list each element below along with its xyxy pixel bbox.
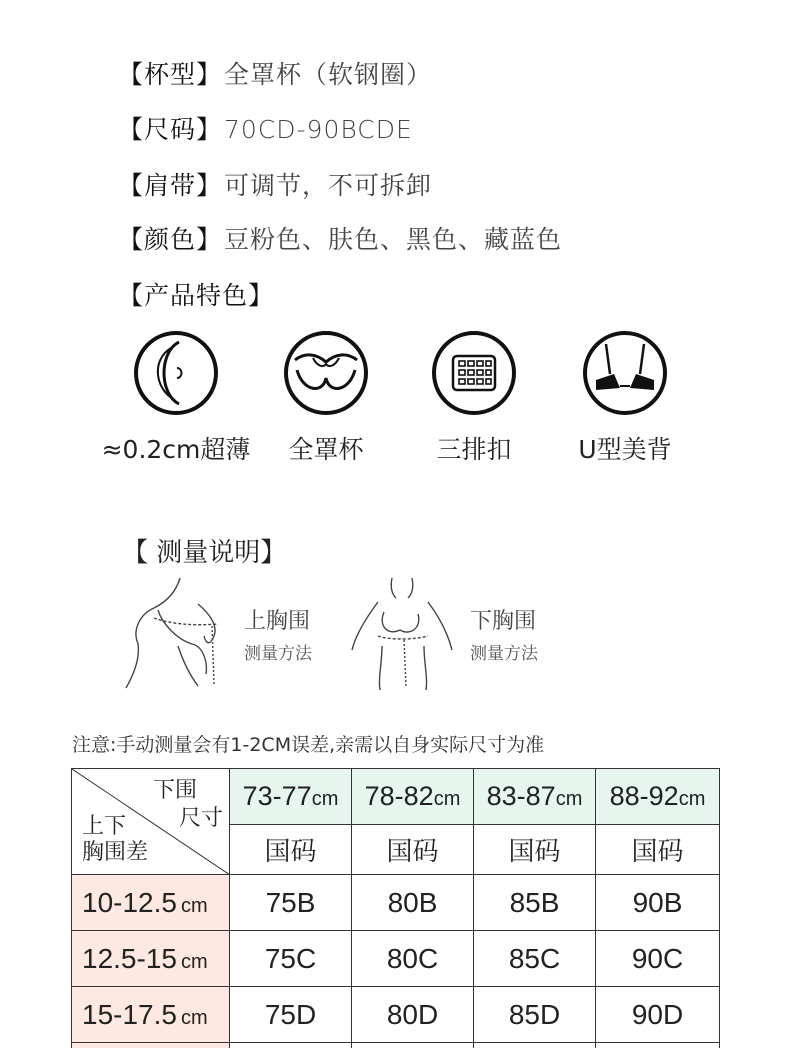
table-row-cut — [72, 1043, 720, 1048]
u-back-icon — [582, 330, 668, 416]
lower-bust-title: 下胸围 — [470, 609, 537, 634]
column-subheader: 国码 — [230, 825, 352, 875]
size-cell: 75D — [230, 987, 352, 1043]
upper-bust-title: 上胸围 — [244, 609, 311, 634]
feature-hooks — [399, 330, 549, 466]
upper-bust-label — [244, 604, 312, 664]
upper-bust-figure-icon — [118, 574, 228, 692]
size-cell: 80B — [352, 875, 474, 931]
feature-u-back — [550, 330, 700, 466]
column-header: 88-92cm — [596, 769, 720, 825]
column-subheader: 国码 — [474, 825, 596, 875]
table-row — [72, 987, 720, 1043]
spec-strap: 【肩带】可调节，不可拆卸 — [118, 171, 433, 200]
table-corner-cell — [72, 769, 230, 875]
spec-color: 【颜色】豆粉色、肤色、黑色、藏蓝色 — [118, 225, 563, 254]
feature-full-cup — [251, 330, 401, 466]
corner-label: 上下 — [82, 813, 127, 838]
column-subheader: 国码 — [352, 825, 474, 875]
feature-label: U型美背 — [578, 435, 672, 464]
row-header: 10-12.5 cm — [72, 875, 230, 931]
size-cell: 90B — [596, 875, 720, 931]
full-cup-icon — [283, 330, 369, 416]
column-header: 78-82cm — [352, 769, 474, 825]
row-header: 12.5-15 cm — [72, 931, 230, 987]
size-cell: 90C — [596, 931, 720, 987]
lower-bust-figure-icon — [348, 574, 458, 692]
spec-size: 【尺码】70CD-90BCDE — [118, 115, 413, 144]
thin-cup-icon — [133, 330, 219, 416]
column-header: 83-87cm — [474, 769, 596, 825]
feature-label: 全罩杯 — [288, 435, 364, 464]
lower-bust-label — [470, 604, 538, 664]
corner-label: 下围 — [152, 777, 197, 802]
spec-cup-type: 【杯型】全罩杯（软钢圈） — [118, 60, 433, 89]
upper-bust-sub: 测量方法 — [244, 644, 312, 664]
size-cell: 80D — [352, 987, 474, 1043]
column-header: 73-77cm — [230, 769, 352, 825]
size-cell: 75B — [230, 875, 352, 931]
measure-title: 【 测量说明】 — [122, 538, 287, 568]
column-subheader: 国码 — [596, 825, 720, 875]
lower-bust-sub: 测量方法 — [470, 644, 538, 664]
table-header-row — [72, 769, 720, 825]
size-cell: 80C — [352, 931, 474, 987]
size-cell: 85B — [474, 875, 596, 931]
feature-label: 三排扣 — [436, 435, 512, 464]
triple-hook-icon — [431, 330, 517, 416]
corner-label: 胸围差 — [82, 839, 149, 864]
table-row — [72, 875, 720, 931]
measurement-note: 注意:手动测量会有1-2CM误差,亲需以自身实际尺寸为准 — [72, 734, 545, 756]
size-cell: 85D — [474, 987, 596, 1043]
row-header: 15-17.5 cm — [72, 987, 230, 1043]
size-cell: 85C — [474, 931, 596, 987]
size-cell: 90D — [596, 987, 720, 1043]
size-cell: 75C — [230, 931, 352, 987]
corner-label: 尺寸 — [178, 805, 223, 830]
size-table — [71, 768, 720, 1048]
feature-thin — [101, 330, 251, 466]
spec-features-heading: 【产品特色】 — [118, 281, 275, 310]
table-row — [72, 931, 720, 987]
feature-label: ≈0.2cm超薄 — [101, 435, 251, 464]
